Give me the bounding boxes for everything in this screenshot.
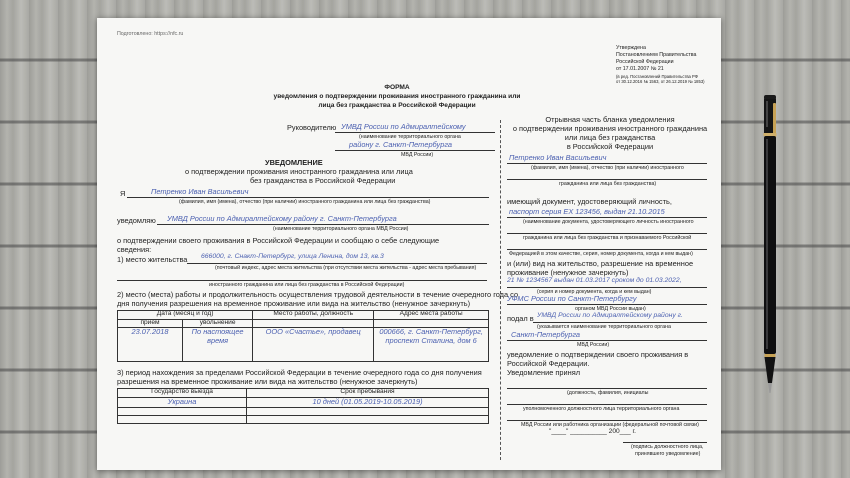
edition-line-2: от 30.12.2016 № 1563, от 26.12.2019 № 1853) (616, 79, 705, 84)
prepared-by-note: Подготовлено: https://nfc.ru (117, 31, 184, 37)
stub-doc-hint-3: Федерацией в этом качестве, серия, номер документа, когда и кем выдан) (509, 251, 693, 257)
place-hint-2: иностранного гражданина или лица без гражданства в Российской Федерации) (209, 282, 405, 288)
trips-table (117, 388, 489, 424)
notice-title: УВЕДОМЛЕНИЕ (265, 158, 323, 167)
stub-accepted-underline-2 (507, 404, 707, 405)
stub-permit-hint-2: органом МВД России выдан) (575, 306, 646, 312)
confirm-text: о подтверждении своего проживания в Российской Федерации и сообщаю о себе следующие (117, 236, 440, 245)
work-cell-hire[interactable]: 23.07.2018 (118, 328, 183, 362)
trips-cell-duration[interactable]: 10 дней (01.05.2019-10.05.2019) (247, 398, 489, 408)
work-header-place: Место работы, должность (253, 311, 374, 320)
stub-permit-value-2[interactable]: УФМС России по Санкт-Петербургу (507, 294, 637, 303)
stub-filed-value-2[interactable]: Санкт-Петербурга (511, 330, 581, 339)
stub-doc-label: имеющий документ, удостоверяющий личность, (507, 197, 672, 206)
stub-permit-underline-2 (507, 304, 707, 305)
place-underline (187, 263, 487, 264)
edition-line-1: (в ред. Постановлений Правительства РФ (616, 74, 698, 79)
recipient-label: Руководителю (287, 123, 337, 132)
stub-filed-label: подал в (507, 314, 534, 323)
name-hint: (фамилия, имя (имена), отчество (при наличии) иностранного гражданина или лица без гражданства) (179, 199, 431, 205)
ballpoint-pen-icon (758, 95, 780, 395)
stub-permit-text-2: проживание (ненужное зачеркнуть) (507, 268, 629, 277)
recipient-hint: (наименование территориального органа (359, 134, 461, 140)
stub-title-2: о подтверждении проживания иностранного гражданина (512, 124, 708, 133)
recipient-value[interactable]: УМВД России по Адмиралтейскому (341, 122, 466, 131)
stub-title-3: или лица без гражданства (564, 133, 656, 142)
place-value[interactable]: 666000, г. Снакт-Петербург, улица Ленина, дом 13, кв.3 (201, 253, 384, 260)
trips-header-duration: Срок пребывания (247, 389, 489, 398)
approved-line-3: Российской Федерации (616, 59, 674, 65)
stub-title: Отрывная часть бланка уведомления (545, 115, 675, 124)
place-underline-2 (117, 280, 487, 281)
stub-accepted-underline-3 (507, 420, 707, 421)
stub-doc-hint: (наименование документа, удостоверяющего личность иностранного (523, 219, 694, 225)
place-label: 1) место жительства (117, 255, 188, 264)
recipient-underline-2 (335, 150, 495, 151)
notice-title-line-3: без гражданства в Российской Федерации (250, 176, 396, 185)
stub-name[interactable]: Петренко Иван Васильевич (509, 153, 607, 162)
trips-header-country: Государство выезда (118, 389, 247, 398)
form-title-line-2: уведомления о подтверждении проживания иностранного гражданина или (273, 93, 521, 100)
stub-sign-underline (623, 442, 707, 443)
stub-doc-underline-3 (507, 249, 707, 250)
work-table (117, 310, 489, 362)
stub-name-underline-2 (507, 179, 707, 180)
stub-accepted-label: Уведомление принял (507, 368, 581, 377)
name-underline (127, 197, 489, 198)
notify-label: уведомляю (117, 216, 156, 225)
stub-title-4: в Российской Федерации (566, 142, 654, 151)
stub-filed-underline (533, 322, 707, 323)
stub-date-line[interactable]: "____" __________ 200___ г. (549, 428, 636, 435)
work-cell-address[interactable]: 000666, г. Санкт-Петербург, проспект Сталина, дом 6 (374, 328, 489, 362)
confirm-text-2: сведения: (117, 245, 152, 254)
stub-name-hint: (фамилия, имя (имена), отчество (при наличии) иностранного (531, 165, 684, 171)
work-header-date: Дата (месяц и год) (118, 311, 253, 320)
stub-accepted-hint-3: МВД России или работника организации (федеральной почтовой связи) (521, 422, 699, 428)
recipient-hint-2: МВД России) (401, 152, 434, 158)
stub-accepted-hint: (должность, фамилия, инициалы (567, 390, 649, 396)
work-cell-place[interactable]: ООО «Счастье», продавец (253, 328, 374, 362)
stub-doc-hint-2: гражданина или лица без гражданства и признаваемого Российской (523, 235, 692, 241)
trips-cell-country[interactable]: Украина (118, 398, 247, 408)
stub-accepted-hint-2: уполномоченного должностного лица территориального органа (523, 406, 680, 412)
notice-title-line-2: о подтверждении проживания иностранного гражданина или лица (185, 167, 413, 176)
stub-name-underline (507, 163, 707, 164)
stub-filed-hint-2: МВД России) (577, 342, 610, 348)
approved-line-2: Постановлением Правительства (616, 52, 697, 58)
trips-text: 3) период нахождения за пределами Российской Федерации в течение очередного года со дня получения (117, 368, 482, 377)
work-text-2: дня получения разрешения на временное проживание или вида на жительство (ненужное зачеркнуть) (117, 299, 471, 308)
stub-permit-hint: (серия и номер документа, когда и кем выдан) (537, 289, 652, 295)
stub-permit-text: и (или) вид на жительство, разрешение на временное (507, 259, 694, 268)
stub-notice-text: уведомление о подтверждении своего проживания в (507, 350, 689, 359)
notify-hint: (наименование территориального органа МВД России) (273, 226, 409, 232)
stub-filed-underline-2 (507, 340, 707, 341)
stub-doc-underline-2 (507, 233, 707, 234)
stub-permit-underline (507, 287, 707, 288)
notice-form-sheet (97, 18, 721, 470)
work-subheader-dismissal: увольнение (183, 320, 253, 328)
stub-name-hint-2: гражданина или лица без гражданства) (559, 181, 657, 187)
work-cell-dismissal[interactable]: По настоящее время (183, 328, 253, 362)
stub-doc-value[interactable]: паспорт серия ЕХ 123456, выдан 21.10.2015 (509, 207, 665, 216)
work-text: 2) место (места) работы и продолжительность осуществления трудовой деятельности в течение очередного года со (117, 290, 519, 299)
place-hint: (почтовый индекс, адрес места жительства (при отсутствии места жительства - адрес места пребывания) (215, 265, 477, 271)
i-label: Я (120, 189, 126, 198)
approved-line-4: от 17.01.2007 № 21 (616, 66, 664, 72)
form-title-line-3: лица без гражданства в Российской Федерации (318, 102, 476, 109)
trips-text-2: разрешения на временное проживание или вида на жительство (ненужное зачеркнуть) (117, 377, 418, 386)
stub-notice-text-2: Российской Федерации. (507, 359, 590, 368)
stub-doc-underline (507, 217, 707, 218)
recipient-underline (335, 132, 495, 133)
stub-permit-value[interactable]: 21 № 1234567 выдан 01.03.2017 сроком до 01.03.2022, (507, 277, 682, 284)
stub-sign-hint: (подпись должностного лица, (631, 444, 704, 450)
stub-sign-hint-2: принявшего уведомление) (635, 451, 701, 457)
notify-underline (157, 224, 489, 225)
applicant-name[interactable]: Петренко Иван Васильевич (151, 187, 249, 196)
approved-line-1: Утверждена (616, 45, 646, 51)
recipient-value-2[interactable]: району г. Санкт-Петербурга (349, 140, 453, 149)
work-header-address: Адрес места работы (374, 311, 489, 320)
form-title: ФОРМА (384, 84, 410, 91)
notify-value[interactable]: УМВД России по Адмиралтейскому району г. Санкт-Петербурга (167, 214, 397, 223)
work-subheader-hire: прием (118, 320, 183, 328)
stub-filed-value[interactable]: УМВД России по Адмиралтейскому району г. (537, 312, 683, 319)
stub-filed-hint: (указывается наименование территориального органа (537, 324, 671, 330)
stub-accepted-underline (507, 388, 707, 389)
